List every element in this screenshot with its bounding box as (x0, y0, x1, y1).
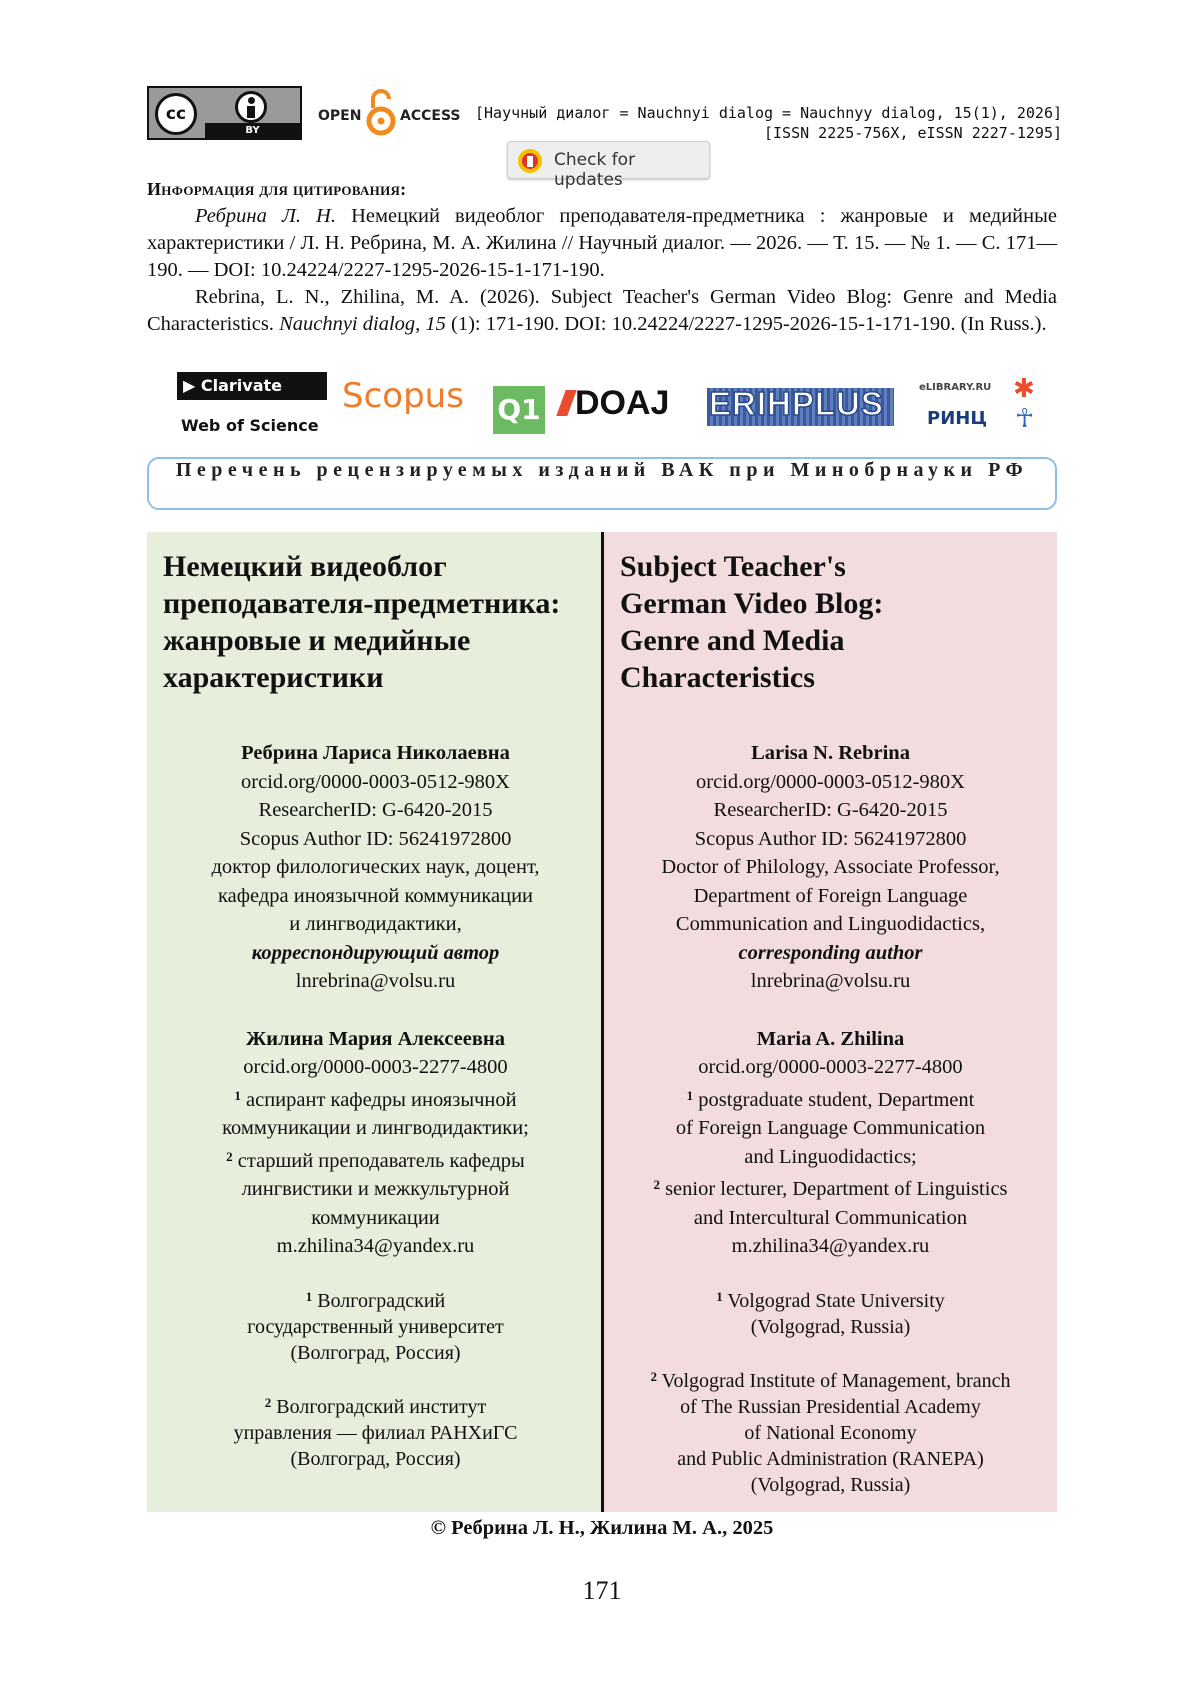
check-for-updates-button[interactable] (507, 141, 710, 190)
article-title-en: Subject Teacher's German Video Blog: Genre and Media Characteristics (620, 550, 884, 694)
corresponding-author-label: corresponding author (738, 941, 923, 964)
email-link[interactable]: m.zhilina34@yandex.ru (276, 1235, 475, 1257)
scopus-id: Scopus Author ID: 56241972800 (694, 827, 967, 850)
elibrary-caption: eLIBRARY.RU (919, 382, 992, 393)
erihplus-logo[interactable]: ERIHPLUS (709, 385, 884, 422)
copyright-line: © Ребрина Л. Н., Жилина М. А., 2025 (430, 1517, 774, 1539)
citation-heading: Информация для цитирования: (147, 179, 407, 199)
email-link[interactable]: lnrebrina@volsu.ru (750, 970, 911, 992)
citation-ru: Ребрина Л. Н. Немецкий видеоблог преподавателя-предметника : жанровые и медийные характеристики / Л. Н. Ребрина, М. А. Жилина // Научный диалог. — 2026. — Т. 15. — № 1. — С. 171—190. — DOI: 10.24224/2227-1295-2026-15-1-171-190. (147, 205, 1057, 281)
author-name: Жилина Мария Алексеевна (246, 1027, 505, 1050)
affiliation: $^1$ Волгоградский государственный университет (Волгоград, Россия) (247, 1289, 504, 1364)
page-number: 171 (582, 1576, 622, 1605)
person-icon (235, 91, 267, 123)
russian-column (147, 532, 602, 1512)
affiliations-ru (163, 1284, 588, 1496)
orcid-link[interactable]: orcid.org/0000-0003-2277-4800 (243, 1056, 508, 1078)
affiliation: $^2$ Volgograd Institute of Management, branch of The Russian Presidential Academy of National Economy and Public Administration (RANEPA) (Volgograd, Russia) (650, 1369, 1011, 1496)
orcid-link[interactable]: orcid.org/0000-0003-0512-980X (696, 770, 965, 793)
journal-title-line: [Научный диалог = Nauchnyi dialog = Nauchnyy dialog, 15(1), 2026] (475, 104, 1062, 122)
affiliation: $^2$ Волгоградский институт управления — филиал РАНХиГС (Волгоград, Россия) (233, 1395, 518, 1470)
english-column (604, 532, 1057, 1512)
vak-list-banner[interactable]: Перечень рецензируемых изданий ВАК при Минобрнауки РФ (147, 457, 1057, 510)
doaj-logo[interactable]: DOAJ (561, 384, 669, 423)
clarivate-logo[interactable]: ▶ Clarivate (177, 372, 327, 400)
author-name: Ребрина Лариса Николаевна (241, 742, 510, 764)
corresponding-author-label: корреспондирующий автор (251, 941, 500, 964)
crossmark-icon (518, 149, 542, 173)
author-card: Maria A. Zhilina orcid.org/0000-0003-2277-4800 $^1$ postgraduate student, Department of Foreign Language Communication and Linguodidactics; $^2$ senior lecturer, Department of Linguistics and Intercultural Communication m.zhilina34@yandex.ru (610, 1025, 1051, 1261)
q1-badge: Q1 (493, 386, 545, 434)
indexing-logos (147, 372, 1057, 442)
open-access-left: OPEN (318, 108, 362, 124)
email-link[interactable]: m.zhilina34@yandex.ru (731, 1235, 930, 1257)
article-title-ru: Немецкий видеоблог преподавателя-предметника: жанровые и медийные характеристики (163, 550, 561, 694)
researcher-id: ResearcherID: G-6420-2015 (258, 799, 493, 821)
author-card: Ребрина Лариса Николаевна orcid.org/0000-0003-0512-980X ResearcherID: G-6420-2015 Scopus Author ID: 56241972800 доктор филологических наук, доцент, кафедра иноязычной коммуникации и лингводидактики, корреспондирующий автор lnrebrina@volsu.ru (163, 739, 588, 996)
open-access-right: ACCESS (400, 108, 461, 124)
citation-block (147, 176, 1057, 338)
elibrary-rinc-logo[interactable] (919, 374, 1039, 438)
issn-line: [ISSN 2225-756X, eISSN 2227-1295] (763, 124, 1062, 142)
open-access-logo (318, 88, 461, 138)
affiliations-en (610, 1284, 1051, 1522)
email-link[interactable]: lnrebrina@volsu.ru (295, 970, 456, 992)
researcher-id: ResearcherID: G-6420-2015 (713, 799, 948, 821)
open-lock-icon (366, 88, 396, 136)
rinc-label: РИНЦ (927, 408, 988, 429)
star-icon: ✱ (1013, 374, 1035, 404)
author-card: Larisa N. Rebrina orcid.org/0000-0003-0512-980X ResearcherID: G-6420-2015 Scopus Author ID: 56241972800 Doctor of Philology, Associate Professor, Department of Foreign Language Communication and Linguodidactics, corresponding author lnrebrina@volsu.ru (610, 739, 1051, 996)
affiliation: $^1$ Volgograd State University (Volgograd, Russia) (716, 1289, 945, 1338)
orcid-link[interactable]: orcid.org/0000-0003-2277-4800 (698, 1056, 963, 1078)
citation-en: Rebrina, L. N., Zhilina, M. A. (2026). Subject Teacher's German Video Blog: Genre and Media Characteristics. Nauchnyi dialog, 15 (1): 171-190. DOI: 10.24224/2227-1295-2026-15-1-171-190. (In Russ.). (147, 286, 1057, 335)
orcid-link[interactable]: orcid.org/0000-0003-0512-980X (241, 770, 510, 793)
by-label: BY (245, 125, 260, 136)
check-for-updates-label: Check for updates (554, 150, 636, 190)
journal-reference (475, 103, 1062, 143)
authors-ru (163, 739, 588, 1290)
authors-en (610, 739, 1051, 1290)
scopus-logo[interactable]: Scopus (342, 376, 464, 416)
author-name: Larisa N. Rebrina (751, 742, 910, 764)
web-of-science-logo[interactable]: Web of Science (181, 416, 319, 435)
author-card: Жилина Мария Алексеевна orcid.org/0000-0003-2277-4800 $^1$ аспирант кафедры иноязычной коммуникации и лингводидактики; $^2$ старший преподаватель кафедры лингвистики и межкультурной коммуникации m.zhilina34@yandex.ru (163, 1025, 588, 1261)
cc-by-license-badge[interactable] (147, 86, 302, 140)
cc-icon: cc (155, 93, 197, 135)
person-icon: ☥ (1015, 404, 1035, 434)
scopus-id: Scopus Author ID: 56241972800 (239, 827, 512, 850)
author-name: Maria A. Zhilina (756, 1027, 905, 1050)
